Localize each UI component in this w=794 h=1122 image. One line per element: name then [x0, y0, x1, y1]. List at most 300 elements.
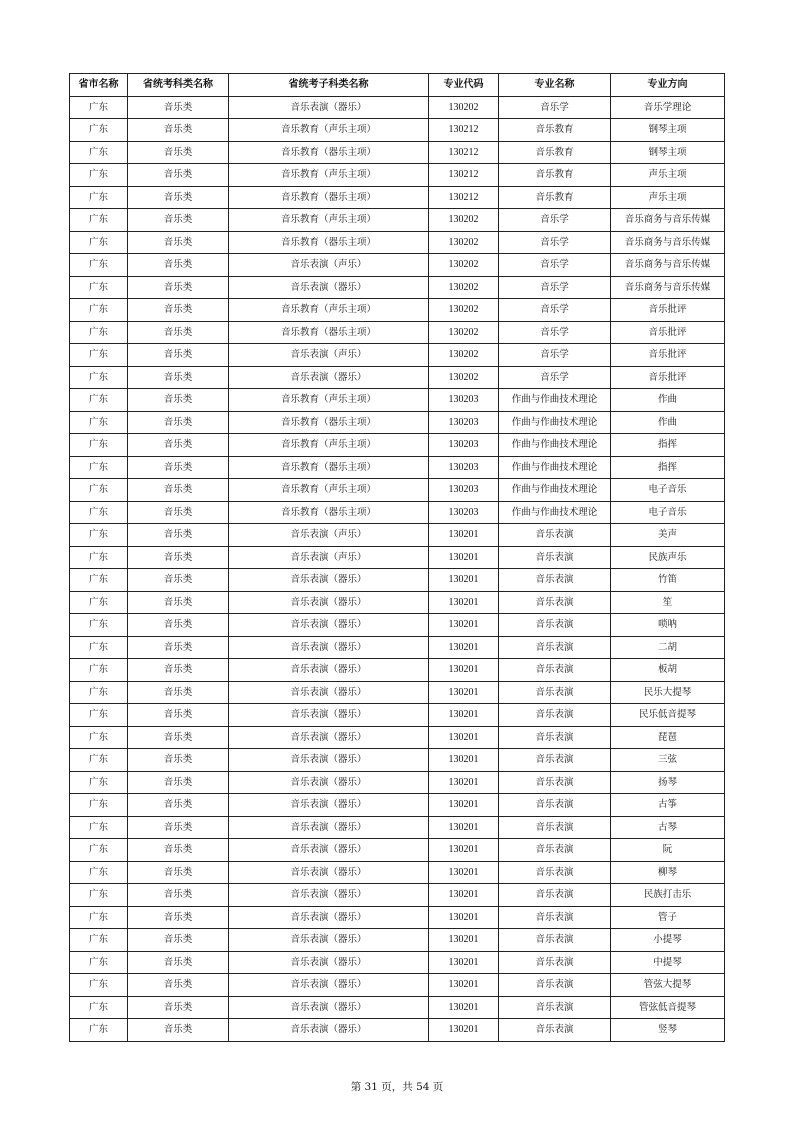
cell-major-name: 音乐表演 [499, 749, 611, 772]
cell-major-code: 130201 [429, 546, 499, 569]
cell-province: 广东 [70, 906, 128, 929]
cell-category: 音乐类 [128, 321, 229, 344]
cell-subcategory: 音乐教育（声乐主项） [229, 119, 429, 142]
cell-category: 音乐类 [128, 389, 229, 412]
cell-subcategory: 音乐教育（器乐主项） [229, 186, 429, 209]
cell-major-name: 音乐表演 [499, 816, 611, 839]
cell-category: 音乐类 [128, 659, 229, 682]
cell-category: 音乐类 [128, 951, 229, 974]
cell-category: 音乐类 [128, 906, 229, 929]
cell-major-code: 130201 [429, 771, 499, 794]
cell-category: 音乐类 [128, 164, 229, 187]
table-row [70, 411, 725, 434]
cell-category: 音乐类 [128, 231, 229, 254]
cell-category: 音乐类 [128, 996, 229, 1019]
cell-major-name: 音乐学 [499, 321, 611, 344]
table-row [70, 299, 725, 322]
cell-category: 音乐类 [128, 884, 229, 907]
cell-category: 音乐类 [128, 141, 229, 164]
cell-subcategory: 音乐教育（声乐主项） [229, 434, 429, 457]
cell-subcategory: 音乐表演（器乐） [229, 794, 429, 817]
table-row [70, 591, 725, 614]
cell-major-name: 音乐表演 [499, 659, 611, 682]
cell-major-code: 130203 [429, 434, 499, 457]
cell-category: 音乐类 [128, 839, 229, 862]
table-row [70, 501, 725, 524]
cell-major-direction: 管弦大提琴 [611, 974, 725, 997]
cell-category: 音乐类 [128, 816, 229, 839]
table-row [70, 816, 725, 839]
cell-province: 广东 [70, 816, 128, 839]
cell-major-code: 130201 [429, 591, 499, 614]
cell-province: 广东 [70, 929, 128, 952]
cell-subcategory: 音乐教育（器乐主项） [229, 411, 429, 434]
cell-subcategory: 音乐表演（器乐） [229, 996, 429, 1019]
cell-category: 音乐类 [128, 929, 229, 952]
cell-subcategory: 音乐表演（器乐） [229, 749, 429, 772]
table-row [70, 96, 725, 119]
cell-province: 广东 [70, 636, 128, 659]
cell-category: 音乐类 [128, 209, 229, 232]
cell-province: 广东 [70, 344, 128, 367]
cell-subcategory: 音乐表演（声乐） [229, 524, 429, 547]
table-row [70, 974, 725, 997]
cell-major-direction: 管弦低音提琴 [611, 996, 725, 1019]
cell-major-direction: 指挥 [611, 456, 725, 479]
cell-category: 音乐类 [128, 794, 229, 817]
cell-major-name: 音乐表演 [499, 1019, 611, 1042]
cell-category: 音乐类 [128, 344, 229, 367]
cell-province: 广东 [70, 411, 128, 434]
cell-major-code: 130201 [429, 951, 499, 974]
cell-major-name: 音乐表演 [499, 771, 611, 794]
table-body [70, 96, 725, 1041]
cell-subcategory: 音乐表演（器乐） [229, 96, 429, 119]
cell-category: 音乐类 [128, 771, 229, 794]
table-row [70, 321, 725, 344]
cell-major-code: 130201 [429, 704, 499, 727]
cell-category: 音乐类 [128, 1019, 229, 1042]
cell-subcategory: 音乐表演（器乐） [229, 659, 429, 682]
cell-major-direction: 音乐商务与音乐传媒 [611, 209, 725, 232]
cell-major-direction: 三弦 [611, 749, 725, 772]
cell-major-name: 音乐表演 [499, 906, 611, 929]
cell-major-code: 130202 [429, 366, 499, 389]
cell-major-name: 音乐表演 [499, 951, 611, 974]
cell-category: 音乐类 [128, 591, 229, 614]
cell-major-direction: 中提琴 [611, 951, 725, 974]
cell-major-code: 130203 [429, 389, 499, 412]
cell-major-name: 作曲与作曲技术理论 [499, 501, 611, 524]
cell-subcategory: 音乐表演（器乐） [229, 704, 429, 727]
cell-province: 广东 [70, 726, 128, 749]
table-row [70, 839, 725, 862]
table-row [70, 906, 725, 929]
cell-category: 音乐类 [128, 254, 229, 277]
cell-province: 广东 [70, 186, 128, 209]
cell-major-direction: 竹笛 [611, 569, 725, 592]
cell-major-direction: 声乐主项 [611, 164, 725, 187]
cell-category: 音乐类 [128, 501, 229, 524]
cell-major-direction: 古筝 [611, 794, 725, 817]
cell-major-direction: 民乐大提琴 [611, 681, 725, 704]
table-row [70, 434, 725, 457]
cell-major-name: 音乐表演 [499, 974, 611, 997]
table-row [70, 164, 725, 187]
cell-major-direction: 声乐主项 [611, 186, 725, 209]
cell-province: 广东 [70, 141, 128, 164]
table-row [70, 614, 725, 637]
cell-subcategory: 音乐教育（声乐主项） [229, 164, 429, 187]
cell-category: 音乐类 [128, 614, 229, 637]
table-row [70, 749, 725, 772]
cell-province: 广东 [70, 771, 128, 794]
cell-major-code: 130201 [429, 659, 499, 682]
cell-province: 广东 [70, 839, 128, 862]
cell-major-name: 作曲与作曲技术理论 [499, 479, 611, 502]
cell-province: 广东 [70, 974, 128, 997]
cell-subcategory: 音乐表演（器乐） [229, 591, 429, 614]
cell-subcategory: 音乐表演（器乐） [229, 614, 429, 637]
cell-major-code: 130203 [429, 479, 499, 502]
table-header-row [70, 74, 725, 97]
header-major-direction: 专业方向 [611, 74, 725, 97]
cell-major-code: 130201 [429, 1019, 499, 1042]
header-subcategory: 省统考子科类名称 [229, 74, 429, 97]
cell-category: 音乐类 [128, 861, 229, 884]
cell-subcategory: 音乐表演（声乐） [229, 254, 429, 277]
cell-subcategory: 音乐表演（器乐） [229, 861, 429, 884]
cell-major-name: 音乐表演 [499, 636, 611, 659]
cell-major-direction: 竖琴 [611, 1019, 725, 1042]
cell-category: 音乐类 [128, 704, 229, 727]
cell-major-code: 130201 [429, 996, 499, 1019]
cell-category: 音乐类 [128, 974, 229, 997]
cell-province: 广东 [70, 209, 128, 232]
table-row [70, 389, 725, 412]
cell-province: 广东 [70, 299, 128, 322]
cell-province: 广东 [70, 389, 128, 412]
cell-major-name: 音乐表演 [499, 569, 611, 592]
cell-subcategory: 音乐表演（器乐） [229, 951, 429, 974]
cell-major-name: 作曲与作曲技术理论 [499, 434, 611, 457]
cell-major-direction: 音乐批评 [611, 344, 725, 367]
cell-major-direction: 作曲 [611, 411, 725, 434]
cell-major-direction: 电子音乐 [611, 501, 725, 524]
cell-subcategory: 音乐表演（器乐） [229, 726, 429, 749]
cell-major-code: 130201 [429, 974, 499, 997]
cell-major-direction: 民乐低音提琴 [611, 704, 725, 727]
cell-province: 广东 [70, 704, 128, 727]
cell-major-direction: 音乐商务与音乐传媒 [611, 254, 725, 277]
cell-province: 广东 [70, 119, 128, 142]
cell-category: 音乐类 [128, 546, 229, 569]
cell-province: 广东 [70, 164, 128, 187]
cell-province: 广东 [70, 254, 128, 277]
cell-subcategory: 音乐表演（声乐） [229, 344, 429, 367]
cell-category: 音乐类 [128, 479, 229, 502]
cell-subcategory: 音乐表演（器乐） [229, 1019, 429, 1042]
table-row [70, 344, 725, 367]
cell-major-direction: 音乐批评 [611, 366, 725, 389]
cell-province: 广东 [70, 996, 128, 1019]
cell-major-name: 音乐表演 [499, 681, 611, 704]
cell-subcategory: 音乐表演（器乐） [229, 681, 429, 704]
cell-category: 音乐类 [128, 434, 229, 457]
cell-major-name: 音乐表演 [499, 996, 611, 1019]
cell-major-direction: 古琴 [611, 816, 725, 839]
cell-major-name: 音乐学 [499, 366, 611, 389]
cell-major-code: 130202 [429, 321, 499, 344]
cell-major-code: 130202 [429, 231, 499, 254]
cell-category: 音乐类 [128, 636, 229, 659]
cell-major-code: 130201 [429, 681, 499, 704]
cell-subcategory: 音乐教育（声乐主项） [229, 389, 429, 412]
cell-major-name: 音乐学 [499, 276, 611, 299]
table-row [70, 456, 725, 479]
cell-category: 音乐类 [128, 276, 229, 299]
table-row [70, 141, 725, 164]
table-row [70, 366, 725, 389]
cell-major-name: 音乐学 [499, 254, 611, 277]
cell-major-code: 130202 [429, 209, 499, 232]
table-row [70, 209, 725, 232]
cell-category: 音乐类 [128, 726, 229, 749]
cell-subcategory: 音乐教育（器乐主项） [229, 321, 429, 344]
cell-subcategory: 音乐教育（声乐主项） [229, 479, 429, 502]
cell-major-name: 音乐学 [499, 96, 611, 119]
cell-major-code: 130202 [429, 344, 499, 367]
cell-major-direction: 音乐学理论 [611, 96, 725, 119]
cell-major-direction: 唢呐 [611, 614, 725, 637]
cell-category: 音乐类 [128, 299, 229, 322]
cell-subcategory: 音乐表演（器乐） [229, 636, 429, 659]
cell-major-code: 130201 [429, 524, 499, 547]
table-row [70, 681, 725, 704]
cell-major-code: 130212 [429, 186, 499, 209]
cell-province: 广东 [70, 501, 128, 524]
cell-major-code: 130201 [429, 794, 499, 817]
cell-major-code: 130201 [429, 839, 499, 862]
cell-province: 广东 [70, 276, 128, 299]
cell-province: 广东 [70, 524, 128, 547]
cell-major-code: 130203 [429, 411, 499, 434]
cell-major-code: 130201 [429, 726, 499, 749]
cell-major-direction: 作曲 [611, 389, 725, 412]
cell-major-code: 130201 [429, 569, 499, 592]
cell-major-direction: 钢琴主项 [611, 141, 725, 164]
cell-subcategory: 音乐表演（器乐） [229, 839, 429, 862]
table-row [70, 636, 725, 659]
cell-province: 广东 [70, 591, 128, 614]
cell-province: 广东 [70, 479, 128, 502]
cell-category: 音乐类 [128, 569, 229, 592]
cell-province: 广东 [70, 749, 128, 772]
cell-major-name: 音乐表演 [499, 704, 611, 727]
cell-major-direction: 笙 [611, 591, 725, 614]
cell-major-code: 130212 [429, 164, 499, 187]
cell-province: 广东 [70, 951, 128, 974]
cell-category: 音乐类 [128, 96, 229, 119]
cell-category: 音乐类 [128, 749, 229, 772]
table-row [70, 884, 725, 907]
cell-major-code: 130202 [429, 96, 499, 119]
table-row [70, 524, 725, 547]
cell-category: 音乐类 [128, 186, 229, 209]
cell-category: 音乐类 [128, 411, 229, 434]
header-major-code: 专业代码 [429, 74, 499, 97]
table-row [70, 726, 725, 749]
cell-subcategory: 音乐教育（声乐主项） [229, 299, 429, 322]
majors-table [69, 73, 725, 1042]
cell-province: 广东 [70, 456, 128, 479]
table-row [70, 546, 725, 569]
cell-major-code: 130203 [429, 456, 499, 479]
cell-major-code: 130201 [429, 906, 499, 929]
cell-major-name: 音乐表演 [499, 524, 611, 547]
cell-province: 广东 [70, 546, 128, 569]
cell-major-code: 130212 [429, 141, 499, 164]
cell-subcategory: 音乐表演（器乐） [229, 366, 429, 389]
table-row [70, 929, 725, 952]
cell-subcategory: 音乐教育（器乐主项） [229, 141, 429, 164]
cell-major-direction: 民族打击乐 [611, 884, 725, 907]
table-row [70, 119, 725, 142]
cell-major-direction: 扬琴 [611, 771, 725, 794]
cell-major-name: 音乐表演 [499, 614, 611, 637]
cell-subcategory: 音乐表演（器乐） [229, 276, 429, 299]
cell-major-direction: 音乐商务与音乐传媒 [611, 276, 725, 299]
cell-province: 广东 [70, 681, 128, 704]
cell-category: 音乐类 [128, 456, 229, 479]
cell-province: 广东 [70, 321, 128, 344]
cell-major-code: 130201 [429, 614, 499, 637]
table-row [70, 254, 725, 277]
table-row [70, 771, 725, 794]
header-province: 省市名称 [70, 74, 128, 97]
cell-province: 广东 [70, 434, 128, 457]
cell-major-code: 130201 [429, 884, 499, 907]
cell-subcategory: 音乐教育（器乐主项） [229, 501, 429, 524]
cell-major-name: 音乐表演 [499, 546, 611, 569]
cell-major-name: 音乐表演 [499, 884, 611, 907]
cell-major-code: 130202 [429, 276, 499, 299]
cell-major-name: 音乐教育 [499, 141, 611, 164]
cell-subcategory: 音乐表演（声乐） [229, 546, 429, 569]
cell-major-direction: 阮 [611, 839, 725, 862]
cell-subcategory: 音乐教育（器乐主项） [229, 231, 429, 254]
cell-category: 音乐类 [128, 119, 229, 142]
cell-province: 广东 [70, 794, 128, 817]
cell-major-direction: 二胡 [611, 636, 725, 659]
cell-major-name: 音乐表演 [499, 861, 611, 884]
header-major-name: 专业名称 [499, 74, 611, 97]
cell-province: 广东 [70, 659, 128, 682]
cell-major-direction: 柳琴 [611, 861, 725, 884]
cell-major-code: 130201 [429, 816, 499, 839]
cell-major-name: 音乐学 [499, 344, 611, 367]
page-footer: 第 31 页，共 54 页 [350, 1081, 444, 1093]
cell-category: 音乐类 [128, 366, 229, 389]
cell-major-name: 音乐教育 [499, 119, 611, 142]
cell-province: 广东 [70, 96, 128, 119]
cell-major-code: 130201 [429, 929, 499, 952]
table-row [70, 276, 725, 299]
cell-major-direction: 音乐商务与音乐传媒 [611, 231, 725, 254]
cell-province: 广东 [70, 569, 128, 592]
cell-major-name: 音乐表演 [499, 839, 611, 862]
cell-major-code: 130212 [429, 119, 499, 142]
cell-major-code: 130202 [429, 299, 499, 322]
header-category: 省统考科类名称 [128, 74, 229, 97]
cell-major-direction: 琵琶 [611, 726, 725, 749]
table-row [70, 996, 725, 1019]
cell-major-name: 作曲与作曲技术理论 [499, 411, 611, 434]
table-row [70, 861, 725, 884]
cell-subcategory: 音乐表演（器乐） [229, 771, 429, 794]
cell-subcategory: 音乐表演（器乐） [229, 929, 429, 952]
cell-major-direction: 钢琴主项 [611, 119, 725, 142]
cell-major-direction: 指挥 [611, 434, 725, 457]
table-row [70, 479, 725, 502]
data-table-container [69, 73, 724, 1042]
table-row [70, 951, 725, 974]
cell-category: 音乐类 [128, 681, 229, 704]
cell-major-name: 音乐学 [499, 231, 611, 254]
table-row [70, 186, 725, 209]
cell-major-direction: 民族声乐 [611, 546, 725, 569]
cell-major-code: 130203 [429, 501, 499, 524]
cell-category: 音乐类 [128, 524, 229, 547]
table-row [70, 1019, 725, 1042]
cell-major-code: 130201 [429, 749, 499, 772]
table-row [70, 659, 725, 682]
table-row [70, 794, 725, 817]
table-row [70, 231, 725, 254]
cell-major-name: 音乐教育 [499, 164, 611, 187]
cell-major-name: 音乐学 [499, 299, 611, 322]
cell-major-name: 作曲与作曲技术理论 [499, 456, 611, 479]
cell-major-code: 130201 [429, 636, 499, 659]
cell-province: 广东 [70, 1019, 128, 1042]
cell-major-code: 130202 [429, 254, 499, 277]
cell-subcategory: 音乐表演（器乐） [229, 816, 429, 839]
cell-province: 广东 [70, 614, 128, 637]
cell-subcategory: 音乐表演（器乐） [229, 569, 429, 592]
cell-major-direction: 小提琴 [611, 929, 725, 952]
cell-major-code: 130201 [429, 861, 499, 884]
cell-major-name: 音乐表演 [499, 726, 611, 749]
cell-province: 广东 [70, 884, 128, 907]
cell-major-direction: 音乐批评 [611, 321, 725, 344]
cell-subcategory: 音乐教育（器乐主项） [229, 456, 429, 479]
cell-province: 广东 [70, 861, 128, 884]
cell-subcategory: 音乐表演（器乐） [229, 884, 429, 907]
table-row [70, 704, 725, 727]
cell-major-name: 音乐表演 [499, 591, 611, 614]
cell-major-direction: 板胡 [611, 659, 725, 682]
cell-subcategory: 音乐表演（器乐） [229, 974, 429, 997]
cell-major-name: 音乐表演 [499, 929, 611, 952]
cell-province: 广东 [70, 231, 128, 254]
cell-subcategory: 音乐教育（声乐主项） [229, 209, 429, 232]
cell-major-name: 音乐学 [499, 209, 611, 232]
cell-major-name: 音乐教育 [499, 186, 611, 209]
cell-major-direction: 电子音乐 [611, 479, 725, 502]
table-row [70, 569, 725, 592]
cell-major-direction: 美声 [611, 524, 725, 547]
cell-province: 广东 [70, 366, 128, 389]
